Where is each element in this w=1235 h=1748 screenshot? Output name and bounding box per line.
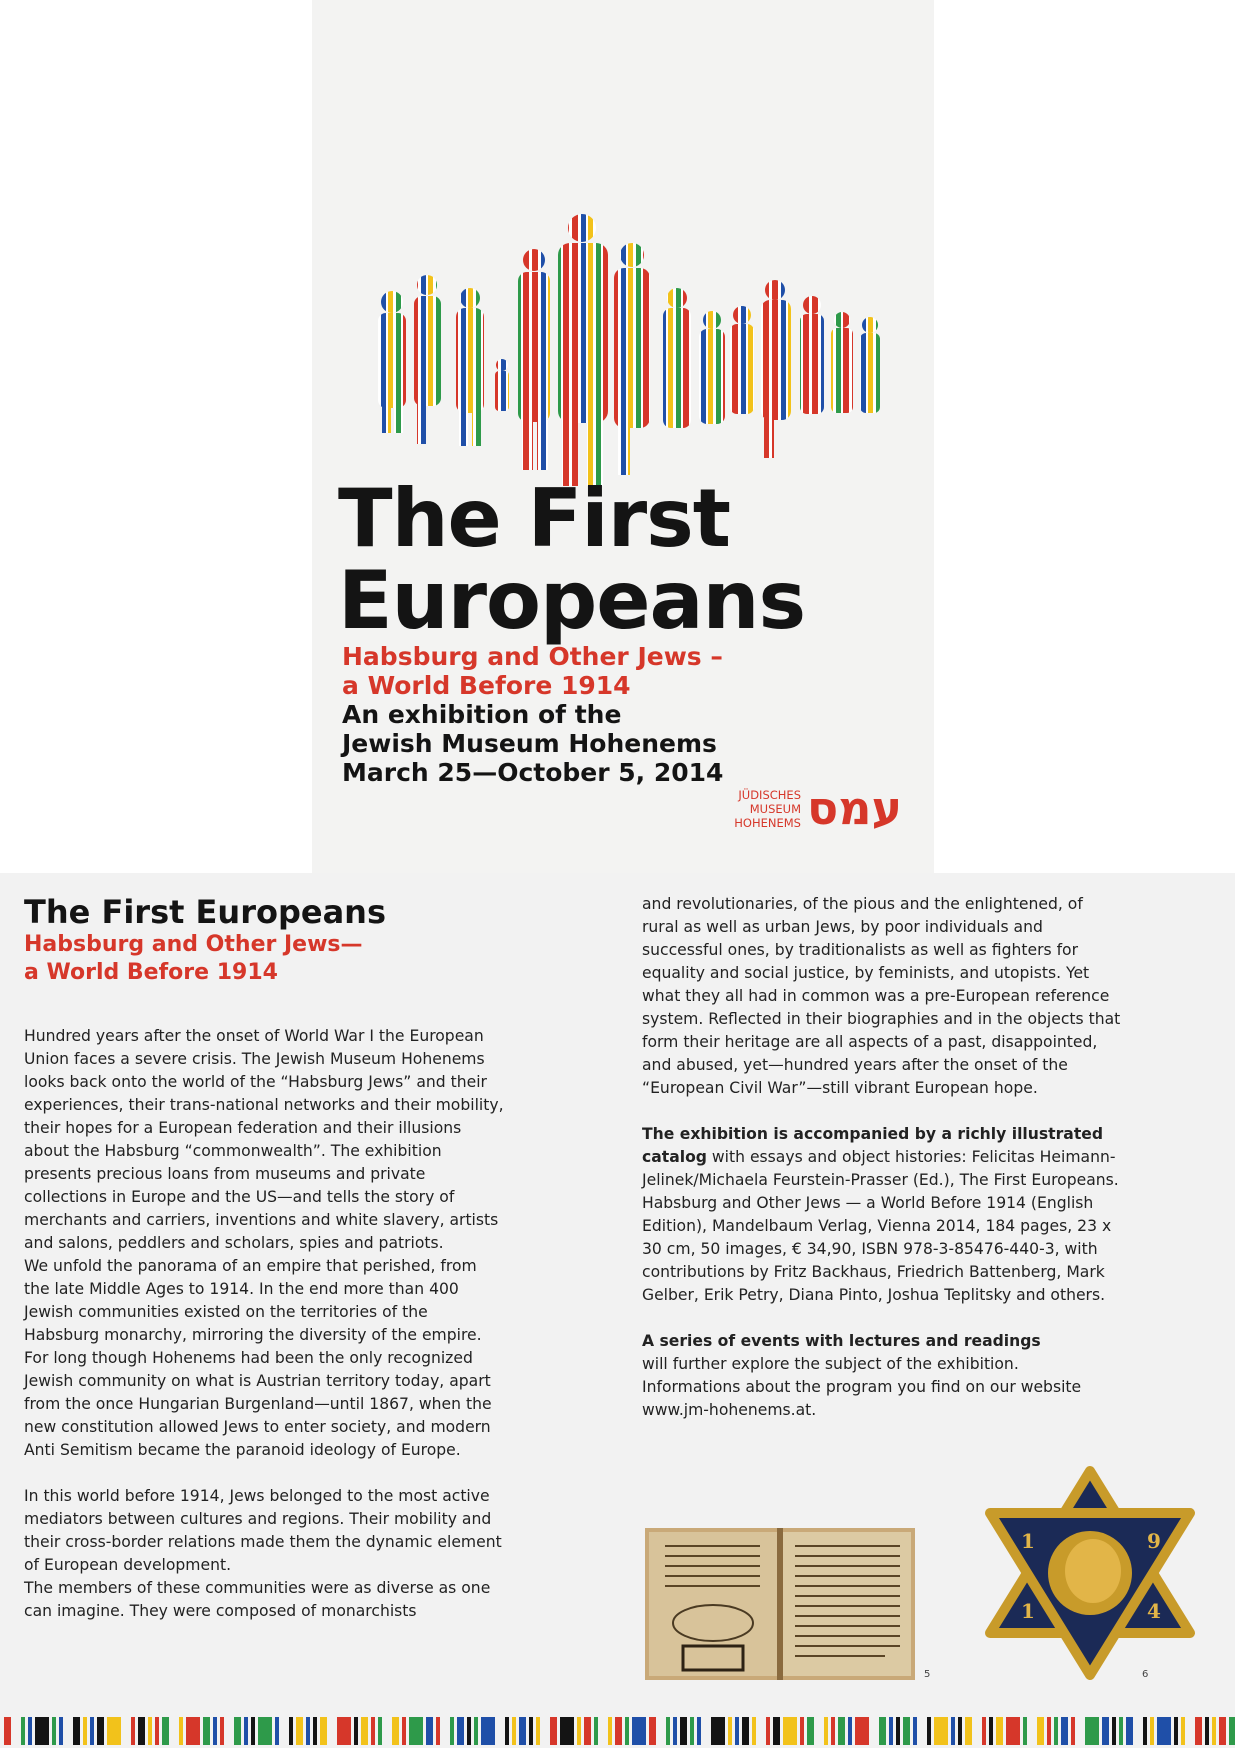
stripe-segment (1047, 1717, 1051, 1745)
cover-exhibition-info (342, 700, 902, 787)
stripe-segment (1150, 1717, 1154, 1745)
cover-subtitle-red-line2: a World Before 1914 (342, 671, 631, 700)
stripe-segment (73, 1717, 80, 1745)
stripe-segment (512, 1717, 516, 1745)
crowd-silhouette-illustration (332, 180, 922, 490)
logo-line3: HOHENEMS (734, 816, 801, 830)
stripe-segment (560, 1717, 574, 1745)
intro-paragraph: Hundred years after the onset of World War I the European Union faces a severe crisis. The Jewish Museum Hohenems looks back onto the world of the “Habsburg Jews” and their experiences, their trans-national networks and their mobility, their hopes for a European federation and their illusions about the Habsburg “commonwealth”. The exhibition presents precious loans from museums and private collections in Europe and the US—and tells the story of merchants and carriers, inventions and white slavery, artists and salons, peddlers and scholars, spies and patriots. (24, 1027, 504, 1252)
stripe-segment (1119, 1717, 1123, 1745)
brochure-cover (312, 0, 934, 873)
stripe-segment (213, 1717, 217, 1745)
stripe-segment (436, 1717, 440, 1745)
stripe-segment (354, 1717, 358, 1745)
stripe-segment (831, 1717, 835, 1745)
stripe-segment (519, 1717, 526, 1745)
stripe-segment (584, 1717, 591, 1745)
stripe-segment (783, 1717, 797, 1745)
logo-line1: JÜDISCHES (738, 788, 801, 802)
stripe-segment (903, 1717, 910, 1745)
stripe-segment (752, 1717, 756, 1745)
empire-paragraph: We unfold the panorama of an empire that perished, from the late Middle Ages to 1914. In the end more than 400 Jewish communities existed on the territories of the Habsburg monarchy, mirroring the diversity of the empire. For long though Hohenems had been the only recognized Jewish community on what is Austrian territory today, apart from the once Hungarian Burgenland—until 1867, when the new constitution allowed Jews to enter society, and modern Anti Semitism became the paranoid ideology of Europe. (24, 1257, 492, 1459)
cover-info-dates: March 25—October 5, 2014 (342, 758, 724, 787)
right-column (642, 893, 1122, 1422)
stripe-segment (179, 1717, 183, 1745)
stripe-segment (913, 1717, 917, 1745)
stripe-segment (4, 1717, 11, 1745)
stripe-segment (1054, 1717, 1058, 1745)
stripe-segment (107, 1717, 121, 1745)
stripe-segment (1212, 1717, 1216, 1745)
stripe-segment (982, 1717, 986, 1745)
stripe-segment (155, 1717, 159, 1745)
stripe-segment (728, 1717, 732, 1745)
star-digit-top-left: 1 (1021, 1529, 1035, 1553)
stripe-segment (989, 1717, 993, 1745)
stripe-segment (251, 1717, 255, 1745)
inside-subtitle-line2: a World Before 1914 (24, 960, 278, 985)
stripe-segment (529, 1717, 533, 1745)
stripe-segment (1143, 1717, 1147, 1745)
stripe-segment (481, 1717, 495, 1745)
stripe-segment (1006, 1717, 1020, 1745)
stripe-segment (1112, 1717, 1116, 1745)
stripe-segment (337, 1717, 351, 1745)
star-of-david-badge (975, 1463, 1205, 1683)
stripe-segment (378, 1717, 382, 1745)
stripe-segment (766, 1717, 770, 1745)
cover-subtitle-red (342, 642, 902, 700)
stripe-segment (996, 1717, 1003, 1745)
stripe-segment (690, 1717, 694, 1745)
stripe-segment (1219, 1717, 1226, 1745)
stripe-segment (625, 1717, 629, 1745)
photo-number-6: 6 (1142, 1669, 1149, 1680)
stripe-segment (1023, 1717, 1027, 1745)
stripe-segment (1205, 1717, 1209, 1745)
events-lead: A series of events with lectures and readings (642, 1332, 1041, 1350)
stripe-segment (697, 1717, 701, 1745)
stripe-segment (320, 1717, 327, 1745)
stripe-segment (83, 1717, 87, 1745)
stripe-segment (148, 1717, 152, 1745)
stripe-segment (313, 1717, 317, 1745)
stripe-segment (52, 1717, 56, 1745)
cover-title-line2: Europeans (338, 554, 806, 647)
cover-info-line1: An exhibition of the (342, 700, 622, 729)
stripe-segment (773, 1717, 780, 1745)
stripe-segment (594, 1717, 598, 1745)
stripe-segment (550, 1717, 557, 1745)
stripe-segment (402, 1717, 406, 1745)
stripe-segment (711, 1717, 725, 1745)
stripe-segment (1085, 1717, 1099, 1745)
stripe-segment (457, 1717, 464, 1745)
stripe-segment (889, 1717, 893, 1745)
stripe-segment (131, 1717, 135, 1745)
hebrew-logo-mark (807, 776, 907, 836)
inside-subtitle-line1: Habsburg and Other Jews— (24, 932, 363, 957)
stripe-segment (807, 1717, 814, 1745)
manuscript-photo (645, 1528, 915, 1680)
stripe-segment (615, 1717, 622, 1745)
cover-title-line1: The First (338, 472, 731, 565)
stripe-segment (371, 1717, 375, 1745)
stripe-segment (361, 1717, 368, 1745)
stripe-segment (162, 1717, 169, 1745)
cover-title (338, 472, 806, 647)
stripe-segment (234, 1717, 241, 1745)
mediators-paragraph: In this world before 1914, Jews belonged to the most active mediators between cultures and regions. Their mobility and their cross-border relations made them the dynamic element of European development. (24, 1487, 502, 1574)
stripe-segment (1037, 1717, 1044, 1745)
stripe-segment (1102, 1717, 1109, 1745)
cover-subtitle-red-line1: Habsburg and Other Jews – (342, 642, 723, 671)
stripe-segment (1126, 1717, 1133, 1745)
stripe-segment (275, 1717, 279, 1745)
catalog-details: with essays and object histories: Felicitas Heimann-Jelinek/Michaela Feurstein-Prasser (Ed.), The First Europeans. Habsburg and Other Jews — a World Before 1914 (English Edition), Mandelbaum Verlag, Vienna 2014, 184 pages, 23 x 30 cm, 50 images, € 34,90, ISBN 978-3-85476-440-3, with contributions by Fritz Backhaus, Friedrich Battenberg, Mark Gelber, Erik Petry, Diana Pinto, Joshua Teplitsky and others. (642, 1148, 1119, 1304)
stripe-segment (1061, 1717, 1068, 1745)
stripe-segment (1229, 1717, 1235, 1745)
stripe-segment (244, 1717, 248, 1745)
stripe-segment (467, 1717, 471, 1745)
stripe-segment (927, 1717, 931, 1745)
stripe-segment (220, 1717, 224, 1745)
stripe-segment (186, 1717, 200, 1745)
stripe-segment (951, 1717, 955, 1745)
diversity-paragraph: The members of these communities were as diverse as one can imagine. They were composed of monarchists (24, 1579, 491, 1620)
star-digit-bottom-left: 1 (1021, 1599, 1035, 1623)
stripe-segment (536, 1717, 540, 1745)
stripe-segment (505, 1717, 509, 1745)
events-details: will further explore the subject of the exhibition. Informations about the program you find on our website www.jm-hohenems.at. (642, 1355, 1082, 1419)
stripe-segment (965, 1717, 972, 1745)
stripe-segment (800, 1717, 804, 1745)
stripe-segment (409, 1717, 423, 1745)
stripe-segment (258, 1717, 272, 1745)
stripe-segment (824, 1717, 828, 1745)
museum-logo-text (697, 788, 801, 830)
stripe-segment (35, 1717, 49, 1745)
star-digit-bottom-right: 4 (1147, 1599, 1161, 1623)
stripe-segment (577, 1717, 581, 1745)
color-stripe-band (0, 1713, 1235, 1748)
star-digit-top-right: 9 (1147, 1529, 1161, 1553)
stripe-segment (608, 1717, 612, 1745)
stripe-segment (838, 1717, 845, 1745)
stripe-segment (1174, 1717, 1178, 1745)
stripe-segment (934, 1717, 948, 1745)
stripe-segment (848, 1717, 852, 1745)
stripe-segment (289, 1717, 293, 1745)
catalog-paragraph (642, 1123, 1122, 1307)
inside-subtitle (24, 931, 444, 987)
stripe-segment (138, 1717, 145, 1745)
stripe-segment (296, 1717, 303, 1745)
stripe-segment (649, 1717, 656, 1745)
stripe-segment (673, 1717, 677, 1745)
hebrew-logo-text: עמס (807, 781, 903, 835)
inside-title: The First Europeans (24, 893, 386, 931)
brochure-inside-spread (0, 873, 1235, 1748)
stripe-segment (426, 1717, 433, 1745)
catalog-lead: The exhibition is accompanied by a richly illustrated catalog (642, 1125, 1104, 1166)
logo-line2: MUSEUM (749, 802, 801, 816)
photo-number-5: 5 (924, 1669, 931, 1680)
stripe-segment (21, 1717, 25, 1745)
stripe-segment (742, 1717, 749, 1745)
stripe-segment (306, 1717, 310, 1745)
stripe-segment (896, 1717, 900, 1745)
stripe-segment (1195, 1717, 1202, 1745)
stripe-segment (735, 1717, 739, 1745)
cover-info-line2: Jewish Museum Hohenems (342, 729, 717, 758)
stripe-segment (474, 1717, 478, 1745)
stripe-segment (90, 1717, 94, 1745)
stripe-segment (1071, 1717, 1075, 1745)
stripe-segment (97, 1717, 104, 1745)
stripe-segment (450, 1717, 454, 1745)
stripe-segment (666, 1717, 670, 1745)
stripe-segment (1181, 1717, 1185, 1745)
events-paragraph (642, 1330, 1122, 1422)
stripe-segment (879, 1717, 886, 1745)
stripe-segment (59, 1717, 63, 1745)
stripe-segment (855, 1717, 869, 1745)
stripe-segment (28, 1717, 32, 1745)
stripe-segment (1157, 1717, 1171, 1745)
continuation-paragraph: and revolutionaries, of the pious and the enlightened, of rural as well as urban Jews, by poor individuals and successful ones, by traditionalists as well as fighters for equality and social justice, by feminists, and utopists. Yet what they all had in common was a pre-European reference system. Reflected in their biographies and in the objects that form their heritage are all aspects of a past, disappointed, and abused, yet—hundred years after the onset of the “European Civil War”—still vibrant European hope. (642, 895, 1121, 1097)
stripe-segment (680, 1717, 687, 1745)
stripe-segment (632, 1717, 646, 1745)
stripe-segment (392, 1717, 399, 1745)
left-column (24, 893, 504, 1623)
stripe-segment (203, 1717, 210, 1745)
stripe-segment (958, 1717, 962, 1745)
